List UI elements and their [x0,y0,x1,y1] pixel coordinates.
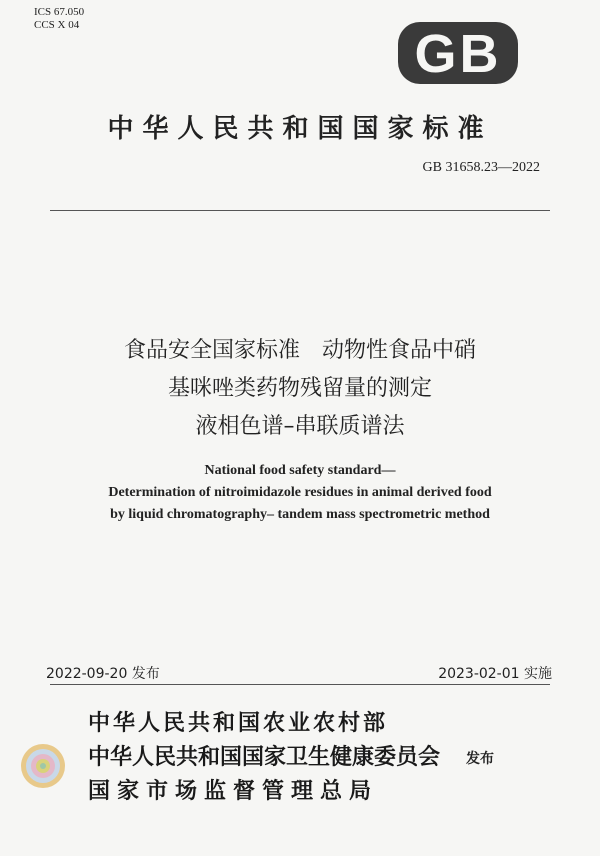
national-standard-title: 中华人民共和国国家标准 [107,114,493,144]
issue-date: 2022-09-20 发布 [46,666,160,682]
chinese-title-line-1: 食品安全国家标准 动物性食品中硝 [123,338,476,363]
chinese-title-line-2: 基咪唑类药物残留量的测定 [167,376,432,401]
footer-divider [50,684,550,685]
english-title-line-1: National food safety standard— [204,463,396,478]
publish-label: 发布 [466,751,494,767]
header-divider [50,210,550,211]
gb-logo [396,20,520,86]
ics-code: ICS 67.050 [34,6,85,18]
english-title [0,460,600,526]
chinese-title-line-3: 液相色谱–串联质谱法 [195,414,405,439]
ccs-code: CCS X 04 [34,19,80,31]
issuer-national-health-commission: 中华人民共和国国家卫生健康委员会 [88,745,441,770]
gb-logo-text: GB [414,24,502,84]
implementation-date: 2023-02-01 实施 [438,666,552,682]
issuer-market-regulation: 国家市场监督管理总局 [88,779,379,804]
classification-codes [34,6,84,32]
english-title-line-3: by liquid chromatography– tandem mass spectrometric method [110,507,490,522]
standard-number: GB 31658.23—2022 [422,160,540,175]
chinese-title [0,332,600,446]
issuer-ministry-agriculture: 中华人民共和国农业农村部 [88,711,389,736]
english-title-line-2: Determination of nitroimidazole residues in animal derived food [108,485,492,500]
holographic-seal-icon [20,743,66,789]
